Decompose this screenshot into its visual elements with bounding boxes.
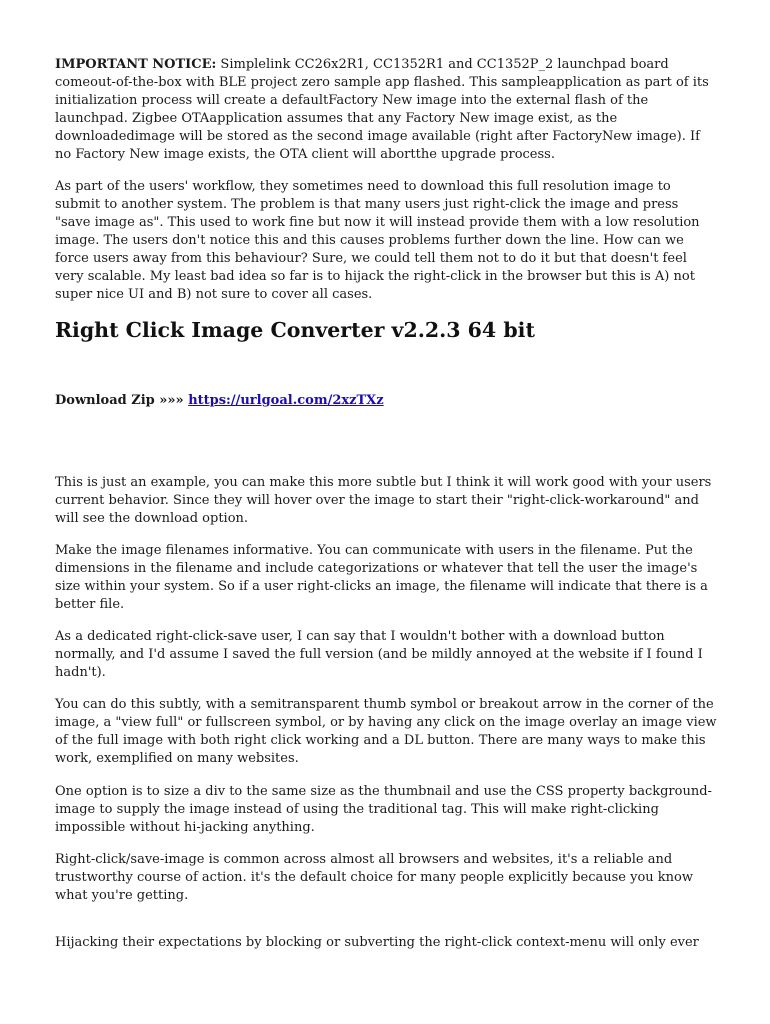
- download-label: Download Zip »»»: [55, 393, 189, 408]
- download-link[interactable]: https://urlgoal.com/2xzTXz: [188, 393, 384, 408]
- intro-paragraph: As part of the users' workflow, they sometimes need to download this full resolution image to submit to another system. The problem is that many users just right-click the image and press "save image as". This used to work fine but now it will instead provide them with a low resolution image. The users don't notice this and this causes problems further down the line. How can we force users away from this behaviour? Sure, we could tell them not to do it but that doesn't feel very scalable. My least bad idea so far is to hijack the right-click in the browser but this is A) not super nice UI and B) not sure to cover all cases.: [55, 179, 700, 302]
- paragraph-4: You can do this subtly, with a semitransparent thumb symbol or breakout arrow in the corner of the image, a "view full" or fullscreen symbol, or by having any click on the image overlay an image view of the full image with both right click working and a DL button. There are many ways to make this work, exemplified on many websites.: [55, 697, 717, 766]
- paragraph-6: Right-click/save-image is common across almost all browsers and websites, it's a reliable and trustworthy course of action. it's the default choice for many people explicitly because you know what you're getting.: [55, 852, 693, 903]
- download-line: [55, 392, 717, 410]
- paragraph-3: As a dedicated right-click-save user, I can say that I wouldn't bother with a download button normally, and I'd assume I saved the full version (and be mildly annoyed at the website if I found I hadn't).: [55, 629, 703, 680]
- paragraph-1: This is just an example, you can make this more subtle but I think it will work good with your users current behavior. Since they will hover over the image to start their "right-click-workaround" and will see the download option.: [55, 475, 712, 526]
- notice-label: IMPORTANT NOTICE:: [55, 57, 217, 72]
- paragraph-2: Make the image filenames informative. You can communicate with users in the filename. Put the dimensions in the filename and include categorizations or whatever that tell the user the image's size within your system. So if a user right-clicks an image, the filename will indicate that there is a better file.: [55, 543, 708, 612]
- important-notice: [55, 56, 717, 164]
- paragraph-5: One option is to size a div to the same size as the thumbnail and use the CSS property background-image to supply the image instead of using the traditional tag. This will make right-clicking impossible without hi-jacking anything.: [55, 784, 712, 835]
- notice-text: Simplelink CC26x2R1, CC1352R1 and CC1352P_2 launchpad board comeout-of-the-box with BLE project zero sample app flashed. This sampleapplication as part of its initialization process will create a defaultFactory New image into the external flash of the launchpad. Zigbee OTAapplication assumes that any Factory New image exist, as the downloadedimage will be stored as the second image available (right after FactoryNew image). If no Factory New image exists, the OTA client will abortthe upgrade process.: [55, 57, 709, 162]
- page-title: Right Click Image Converter v2.2.3 64 bit: [55, 318, 535, 342]
- paragraph-7: Hijacking their expectations by blocking or subverting the right-click context-menu will only ever: [55, 935, 699, 950]
